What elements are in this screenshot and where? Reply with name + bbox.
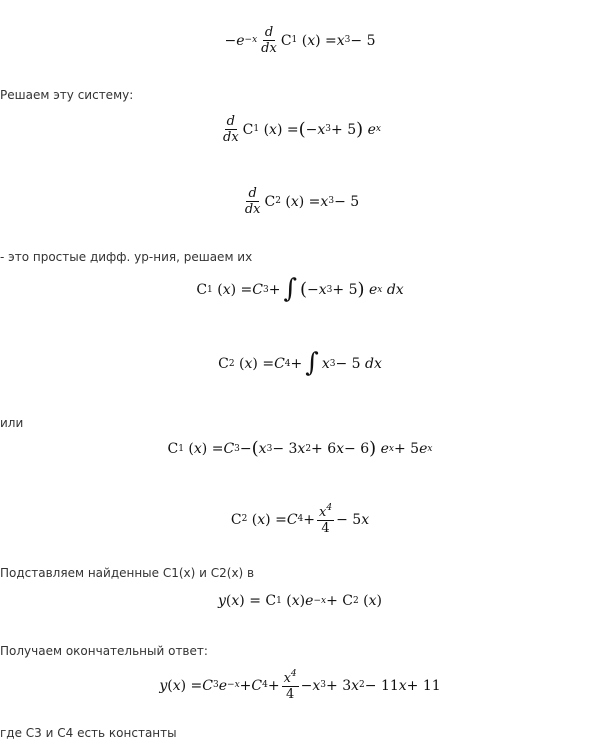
equation-7: C 2 ( x ) = C 4 + $\frac{x^4}{4}$ − 5 x [230, 503, 370, 536]
equation-9: y ( x ) = C 3 e −x + C 4 + $\frac{x^4}{4}$ − x 3 + 3 x 2 − 11 x + 11 [159, 669, 441, 702]
equation-5: C 2 ( x ) = C 4 + ∫ x 3 − 5 dx [218, 348, 382, 378]
equation-3: $\frac{d}{dx}$ C 2 ( x ) = x 3 − 5 [244, 186, 360, 217]
equation-2: $\frac{d}{dx}$ C 1 ( x ) = ( − x 3 + 5 ) e x [223, 114, 381, 145]
text-solve-system: Решаем эту систему: [0, 88, 134, 102]
equation-6: C 1 ( x ) = C 3 − ( x 3 − 3 x 2 + 6 x − 6 ) e x + 5 e x [167, 438, 433, 459]
equation-1: − e −x $\frac{d}{dx}$ C 1 ( x ) = x 3 − 5 [224, 25, 376, 56]
text-substitute: Подставляем найденные C1(x) и C2(x) в [0, 566, 255, 580]
text-final-answer: Получаем окончательный ответ: [0, 644, 208, 658]
equation-4: C 1 ( x ) = C 3 + ∫ ( − x 3 + 5 ) e x dx [196, 274, 404, 304]
text-or: или [0, 416, 24, 430]
equation-8: y ( x ) = C 1 ( x ) e −x + C 2 ( x ) [218, 593, 382, 609]
text-simple-de: - это простые дифф. ур-ния, решаем их [0, 250, 253, 264]
text-constants: где C3 и C4 есть константы [0, 726, 177, 740]
